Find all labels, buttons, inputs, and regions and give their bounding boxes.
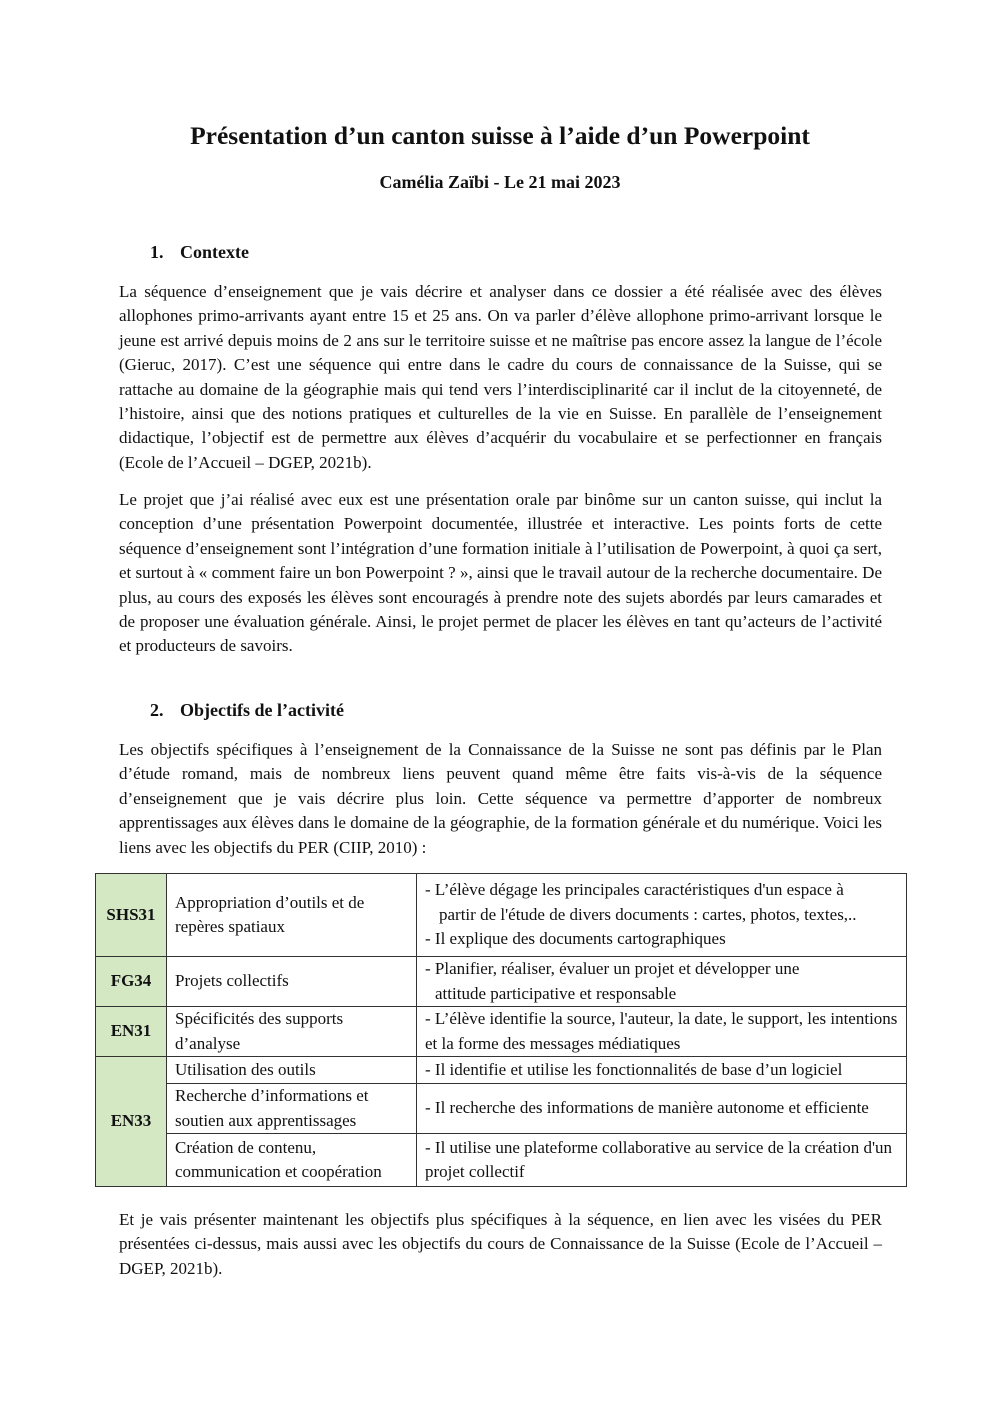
paragraph-contexte-1: La séquence d’enseignement que je vais décrire et analyser dans ce dossier a été réalisée avec des élèves allophones primo-arrivants ayant entre 15 et 25 ans. On va parler d’élève allophone primo-arrivant lorsque le jeune est arrivé depuis moins de 2 ans sur le territoire suisse et ne maîtrise pas encore assez la langue de l’école (Gieruc, 2017). C’est une séquence qui entre dans le cadre du cours de connaissance de la Suisse, qui se rattache au domaine de la géographie mais qui tend vers l’interdisciplinarité car il inclut de la citoyenneté, de l’histoire, ainsi que des notions pratiques et culturelles de la vie en Suisse. En parallèle de l’enseignement didactique, l’objectif est de permettre aux élèves d’acquérir du vocabulaire et se perfectionner en français (Ecole de l’Accueil – DGEP, 2021b). xyxy=(119,282,882,472)
objective-line: - Planifier, réaliser, évaluer un projet et développer une xyxy=(425,959,800,979)
domain-cell: Recherche d’informations et soutien aux apprentissages xyxy=(167,1084,417,1134)
table-row xyxy=(96,874,907,957)
objective-line: - Il recherche des informations de manière autonome et efficiente xyxy=(425,1098,869,1118)
objective-line: partir de l'étude de divers documents : cartes, photos, textes,.. xyxy=(439,904,857,924)
section-number: 1. xyxy=(150,242,164,262)
objective-line: - L’élève dégage les principales caractéristiques d'un espace à xyxy=(425,880,844,900)
objectives-cell xyxy=(417,1084,907,1134)
domain-cell: Spécificités des supports d’analyse xyxy=(167,1007,417,1057)
objective-line: - Il explique des documents cartographiques xyxy=(425,929,726,949)
domain-code-cell: EN31 xyxy=(96,1007,167,1057)
objective-line: attitude participative et responsable xyxy=(435,983,677,1003)
section-title: Contexte xyxy=(180,242,249,262)
document-title: Présentation d’un canton suisse à l’aide d’un Powerpoint xyxy=(190,121,810,150)
objectives-cell xyxy=(417,957,907,1007)
table-row xyxy=(96,1007,907,1057)
table-row xyxy=(96,1134,907,1187)
domain-code-cell: FG34 xyxy=(96,957,167,1007)
domain-cell: Création de contenu, communication et coopération xyxy=(167,1134,417,1187)
domain-cell: Utilisation des outils xyxy=(167,1057,417,1084)
objective-line: - L’élève identifie la source, l'auteur, la date, le support, les intentions et la forme des messages médiatiques xyxy=(425,1009,898,1053)
objective-line: - Il identifie et utilise les fonctionnalités de base d’un logiciel xyxy=(425,1059,843,1079)
section-heading-contexte xyxy=(150,240,249,264)
objective-line: - Il utilise une plateforme collaborative au service de la création d'un projet collectif xyxy=(425,1137,893,1181)
table-row xyxy=(96,1084,907,1134)
objectives-cell xyxy=(417,1134,907,1187)
section-heading-objectifs xyxy=(150,698,344,722)
objectives-cell xyxy=(417,874,907,957)
domain-cell: Appropriation d’outils et de repères spatiaux xyxy=(167,874,417,957)
author-date-line: Camélia Zaïbi - Le 21 mai 2023 xyxy=(379,172,621,192)
table-row xyxy=(96,1057,907,1084)
per-objectives-table xyxy=(95,873,907,1187)
paragraph-closing: Et je vais présenter maintenant les objectifs plus spécifiques à la séquence, en lien avec les visées du PER présentées ci-dessus, mais aussi avec les objectifs du cours de Connaissance de la Suisse (Ecole de l’Accueil – DGEP, 2021b). xyxy=(119,1210,882,1278)
paragraph-contexte-2: Le projet que j’ai réalisé avec eux est une présentation orale par binôme sur un canton suisse, qui inclut la conception d’une présentation Powerpoint documentée, illustrée et interactive. Les points forts de cette séquence d’enseignement sont l’intégration d’une formation initiale à l’utilisation de Powerpoint, à quoi ça sert, et surtout à « comment faire un bon Powerpoint ? », ainsi que le travail autour de la recherche documentaire. De plus, au cours des exposés les élèves sont encouragés à prendre note des sujets abordés par leurs camarades et de proposer une évaluation générale. Ainsi, le projet permet de placer les élèves en tant qu’acteurs de l’activité et producteurs de savoirs. xyxy=(119,490,882,656)
domain-code-cell: SHS31 xyxy=(96,874,167,957)
section-number: 2. xyxy=(150,700,164,720)
table-row xyxy=(96,957,907,1007)
domain-code-cell: EN33 xyxy=(96,1057,167,1187)
section-title: Objectifs de l’activité xyxy=(180,700,344,720)
paragraph-objectifs: Les objectifs spécifiques à l’enseignement de la Connaissance de la Suisse ne sont pas définis par le Plan d’étude romand, mais de nombreux liens peuvent quand même être faits vis-à-vis de la séquence d’enseignement que je vais décrire plus loin. Cette séquence va permettre d’apporter de nombreux apprentissages aux élèves dans le domaine de la géographie, de la formation générale et du numérique. Voici les liens avec les objectifs du PER (CIIP, 2010) : xyxy=(119,740,882,857)
domain-cell: Projets collectifs xyxy=(167,957,417,1007)
objectives-cell xyxy=(417,1057,907,1084)
objectives-cell xyxy=(417,1007,907,1057)
